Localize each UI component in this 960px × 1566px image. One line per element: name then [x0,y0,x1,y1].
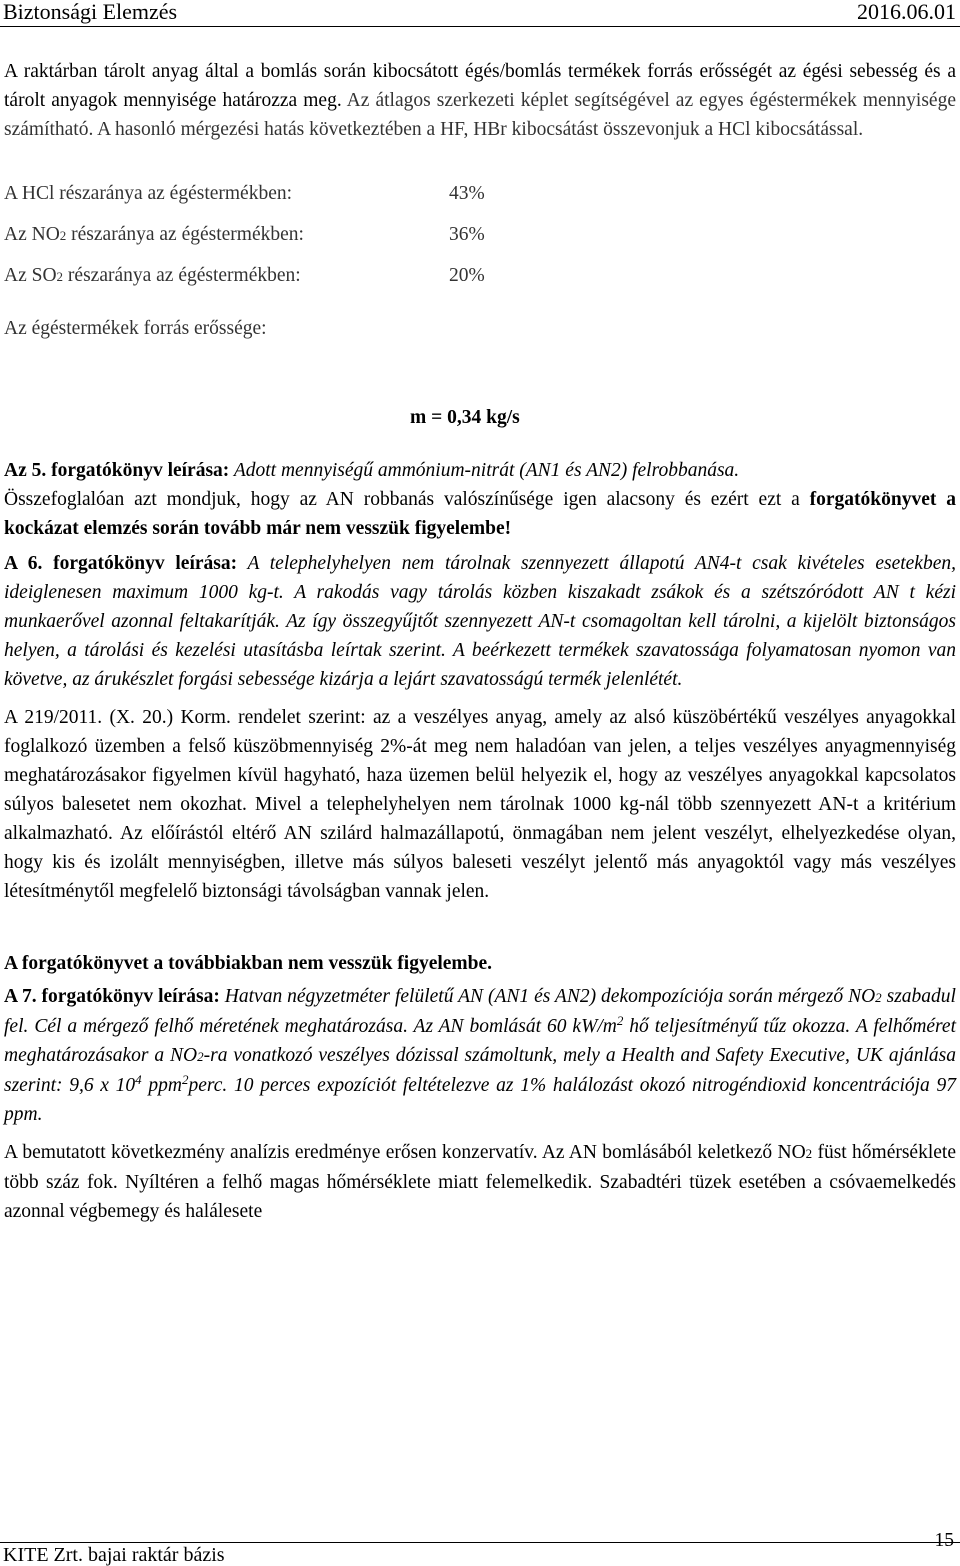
subscript: 2 [197,1049,204,1064]
subscript: 2 [805,1146,813,1161]
composition-label-post: részaránya az égéstermékben: [54,183,293,204]
composition-label-sub: 2 [59,228,67,243]
superscript: 4 [135,1072,142,1087]
document-body [4,57,956,1226]
intro-sentence-2: Az átlagos szerkezeti képlet segítségével az egyes égéstermékek mennyisége számítható. A hasonló mérgezési hatás következtében a HF, HBr kibocsátást összevonjuk a HCl kibocsátással. [4,90,956,140]
analysis-text: A bemutatott következmény analízis eredménye erősen konzervatív. Az AN bomlásából keletkező NO [4,1142,806,1163]
composition-label-sub: 2 [56,269,64,284]
footer-text: KITE Zrt. bajai raktár bázis [3,1544,225,1566]
composition-table [4,173,956,296]
scenario-7-text: -ra vonatkozó veszélyes dózissal számoltunk, mely a Health and Safety Executive, UK ajánlása szerint: 9,6 x 10 [4,1045,957,1096]
scenario-5-title: Az 5. forgatókönyv leírása: [4,460,230,481]
intro-paragraph [4,57,956,144]
scenario-7-text: perc. 10 perces expozíciót feltételezve az 1% halálozást okozó nitrogéndioxid koncentrációja 97 ppm. [4,1075,956,1125]
scenario-5-conclusion: forgatókönyvet a kockázat elemzés során tovább már nem vesszük figyelembe! [4,489,956,539]
composition-label-post: részaránya az égéstermékben: [63,265,301,286]
header-title: Biztonsági Elemzés [3,0,178,24]
page-footer [0,1542,960,1566]
composition-row-no2 [4,214,956,255]
composition-value: 36% [449,224,485,245]
page-number: 15 [934,1530,954,1551]
scenario-5-description: Adott mennyiségű ammónium-nitrát (AN1 és AN2) felrobbanása. [229,460,740,481]
composition-row-so2 [4,255,956,296]
source-strength-label: Az égéstermékek forrás erőssége: [4,318,267,339]
scenario-7-text: Hatvan négyzetméter felületű AN (AN1 és AN2) dekompozíciója során mérgező NO [219,986,876,1007]
composition-label-pre: Az SO [4,265,57,286]
disregard-statement: A forgatókönyvet a továbbiakban nem vesszük figyelembe. [4,953,493,974]
mass-flow-value: m = 0,34 kg/s [410,407,520,428]
composition-value: 20% [449,265,485,286]
regulation-paragraph: A 219/2011. (X. 20.) Korm. rendelet szerint: az a veszélyes anyag, amely az alsó küszöbértékű veszélyes anyagokkal foglalkozó üzemben a felső küszöbmennyiség 2%-át meg nem haladóan van jelen, a teljes veszélyes anyagmennyiség meghatározásakor figyelmen kívül hagyható, haza üzemen belül helyezik el, hogy az veszélyes anyagokkal kapcsolatos súlyos balesetet nem okozhat. Mivel a telephelyhelyen nem tárolnak 1000 kg-nál több szennyezett AN-t a kritérium alkalmazható. Az előírástól eltérő AN szilárd halmazállapotú, önmagában nem jelent veszélyt, elhelyezkedése olyan, hogy kis és izolált mennyiségben, illetve más súlyos baleseti veszélyt jelentő más anyagoktól vagy más veszélyes létesítménytől megfelelő biztonsági távolságban vannak jelen. [4,707,956,902]
subscript: 2 [875,990,882,1005]
composition-label-pre: A HCl [4,183,55,204]
scenario-7-title: A 7. forgatókönyv leírása: [4,986,220,1007]
superscript: 2 [616,1013,624,1028]
composition-label-pre: Az NO [4,224,60,245]
scenario-7-text: szabadul fel. Cél a mérgező felhő méretének meghatározása. Az AN bomlását 60 kW/m [4,986,956,1037]
scenario-5-paragraph [4,456,956,485]
composition-value: 43% [449,183,485,204]
scenario-6-title: A 6. forgatókönyv leírása: [4,553,238,574]
composition-row-hcl [4,173,956,214]
header-date: 2016.06.01 [857,0,956,24]
scenario-5-summary [4,485,956,543]
superscript: 2 [181,1072,189,1087]
analysis-text: füst hőmérséklete több száz fok. Nyíltéren a felhő magas hőmérséklete miatt felemelkedik. Szabadtéri tüzek esetében a csóvaemelkedés azonnal végbemegy és halálesete [4,1142,956,1222]
intro-sentence-1: A raktárban tárolt anyag által a bomlás során kibocsátott égés/bomlás termékek forrás erősségét az égési sebesség és a tárolt anyagok mennyisége határozza meg. [4,61,956,111]
scenario-6-paragraph [4,549,956,694]
composition-label [4,173,449,214]
scenario-7-text: ppm [141,1075,182,1096]
composition-label-post: részaránya az égéstermékben: [66,224,304,245]
page-header [0,0,960,27]
composition-label [4,214,449,255]
scenario-7-text: hő teljesítményű tűz okozza. A felhőméret meghatározásakor a NO [4,1016,956,1066]
scenario-6-description: A telephelyhelyen nem tárolnak szennyezett állapotú AN4-t csak kivételes esetekben, ideiglenesen maximum 1000 kg-t. A rakodás vagy tárolás közben kiszakadt zsákok és a szétszóródott AN t kézi munkaerővel azonnal feltakarítják. Az így összegyűjtőt szennyezett AN-t csomagoltan kell tárolni, a kijelölt biztonságos helyen, a tárolási és kezelési utasításba leírtak szerint. A beérkezett termékek szavatossága folyamatosan nyomon van követve, az árukészlet forgási sebessége kizárja a lejárt szavatosságú termék jelenlétét. [4,553,956,690]
scenario-7-paragraph [4,982,956,1129]
scenario-5-body: Összefoglalóan azt mondjuk, hogy az AN robbanás valószínűsége igen alacsony és ezért ezt a [4,489,810,510]
composition-label [4,255,449,296]
analysis-paragraph [4,1138,956,1226]
